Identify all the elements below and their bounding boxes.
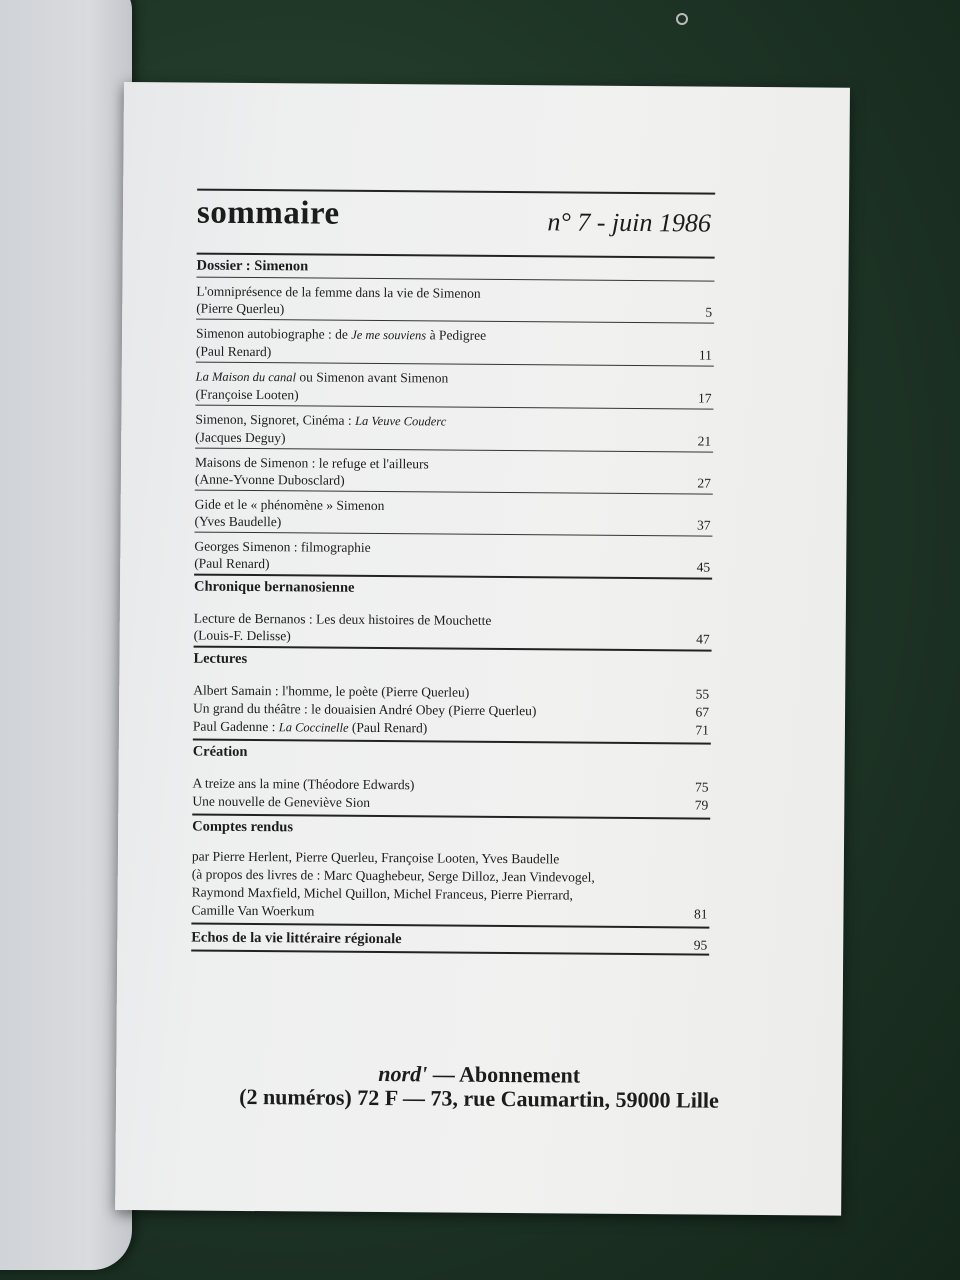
section-heading-dossier: Dossier : Simenon bbox=[196, 257, 309, 275]
echos-row bbox=[191, 929, 709, 951]
entry-title-pre: Paul Gadenne : bbox=[192, 718, 279, 735]
toc-entry[interactable] bbox=[196, 278, 714, 324]
toc-entry[interactable] bbox=[191, 925, 709, 956]
toc-entry[interactable] bbox=[194, 491, 712, 537]
entry-page: 47 bbox=[696, 631, 710, 647]
entry-author: (Jacques Deguy) bbox=[195, 429, 286, 446]
toc-entry[interactable] bbox=[192, 793, 710, 815]
entry-title: L'omniprésence de la femme dans la vie de Simenon bbox=[196, 283, 481, 301]
lectures-list bbox=[193, 670, 712, 745]
toc-header bbox=[197, 191, 715, 257]
table-of-contents bbox=[191, 189, 715, 956]
entry-author: (Paul Renard) bbox=[195, 343, 272, 360]
entry-page: 75 bbox=[694, 779, 709, 795]
entry-title-pre: Simenon autobiographe : de bbox=[195, 325, 352, 342]
entry-page: 37 bbox=[696, 517, 711, 533]
entry-page: 79 bbox=[694, 797, 709, 813]
section-heading-echos: Echos de la vie littéraire régionale bbox=[191, 929, 402, 948]
entry-title: Georges Simenon : filmographie bbox=[194, 538, 371, 555]
entry-title: A treize ans la mine (Théodore Edwards) bbox=[192, 775, 415, 793]
entry-page: 21 bbox=[697, 433, 712, 449]
footer-line-2: (2 numéros) 72 F — 73, rue Caumartin, 59000 Lille bbox=[239, 1083, 719, 1113]
toc-entry[interactable] bbox=[193, 718, 711, 740]
comptes-line: Raymond Maxfield, Michel Quillon, Michel Franceus, Pierre Pierrard, bbox=[191, 884, 573, 903]
entry-title: Lecture de Bernanos : Les deux histoires de Mouchette bbox=[193, 610, 492, 628]
entry-title-italic: Je me souviens bbox=[351, 327, 427, 343]
entry-page: 55 bbox=[695, 686, 710, 702]
entry-title: Une nouvelle de Geneviève Sion bbox=[192, 793, 371, 810]
entry-author: (Louis-F. Delisse) bbox=[193, 627, 291, 644]
entry-title: Albert Samain : l'homme, le poète (Pierre Querleu) bbox=[193, 682, 470, 700]
toc-entry[interactable] bbox=[196, 320, 714, 367]
entry-title-post: à Pedigree bbox=[426, 327, 487, 343]
comptes-line: Camille Van Woerkum bbox=[191, 902, 315, 919]
entry-title-italic: La Maison du canal bbox=[195, 369, 297, 385]
entry-author: (Paul Renard) bbox=[194, 555, 270, 572]
entry-page: 95 bbox=[693, 937, 708, 953]
entry-title-pre: Simenon, Signoret, Cinéma : bbox=[195, 411, 356, 428]
brand-name: nord' bbox=[378, 1061, 428, 1087]
entry-page: 71 bbox=[695, 722, 709, 738]
entry-author: (Anne-Yvonne Dubosclard) bbox=[194, 471, 345, 488]
left-page-edge bbox=[0, 0, 132, 1270]
subscription-footer bbox=[116, 1060, 842, 1114]
entry-page: 67 bbox=[695, 704, 710, 720]
entry-page: 5 bbox=[705, 304, 713, 320]
entry-author: (Pierre Querleu) bbox=[196, 300, 285, 317]
footer-line-1-rest: — Abonnement bbox=[427, 1061, 581, 1088]
comptes-last-line bbox=[191, 902, 709, 924]
entry-title: Maisons de Simenon : le refuge et l'ailleurs bbox=[194, 454, 429, 472]
section-heading-chronique: Chronique bernanosienne bbox=[193, 578, 355, 596]
section-heading-lectures: Lectures bbox=[193, 650, 248, 667]
entry-page: 45 bbox=[696, 559, 711, 575]
toc-entry[interactable] bbox=[195, 406, 713, 453]
issue-label: n° 7 - juin 1986 bbox=[547, 207, 712, 238]
section-heading-creation: Création bbox=[192, 743, 248, 760]
entry-author: (Yves Baudelle) bbox=[194, 513, 282, 530]
entry-title-post: ou Simenon avant Simenon bbox=[295, 369, 449, 386]
entry-title-italic: La Coccinelle bbox=[278, 720, 349, 735]
screw-icon bbox=[676, 13, 688, 25]
page-title: sommaire bbox=[196, 194, 340, 232]
toc-entry[interactable] bbox=[195, 363, 713, 410]
entry-title-italic: La Veuve Couderc bbox=[355, 413, 447, 429]
toc-entry[interactable] bbox=[194, 533, 712, 580]
comptes-line: par Pierre Herlent, Pierre Querleu, Françoise Looten, Yves Baudelle bbox=[191, 848, 560, 867]
comptes-line: (à propos des livres de : Marc Quaghebeur, Serge Dilloz, Jean Vindevogel, bbox=[191, 866, 595, 885]
entry-title: Gide et le « phénomène » Simenon bbox=[194, 496, 385, 514]
entry-page: 17 bbox=[697, 390, 712, 406]
document-page bbox=[115, 82, 850, 1216]
creation-list bbox=[192, 763, 710, 820]
entry-page: 11 bbox=[698, 347, 712, 363]
toc-entry[interactable] bbox=[191, 838, 710, 929]
entry-page: 81 bbox=[693, 906, 708, 922]
entry-title: Un grand du théâtre : le douaisien André Obey (Pierre Querleu) bbox=[193, 700, 537, 719]
toc-entry[interactable] bbox=[195, 449, 713, 495]
toc-entry[interactable] bbox=[194, 598, 712, 652]
entry-page: 27 bbox=[697, 475, 711, 491]
section-heading-comptes: Comptes rendus bbox=[192, 818, 294, 836]
entry-author: (Françoise Looten) bbox=[195, 386, 299, 403]
entry-title-post: (Paul Renard) bbox=[348, 719, 428, 736]
